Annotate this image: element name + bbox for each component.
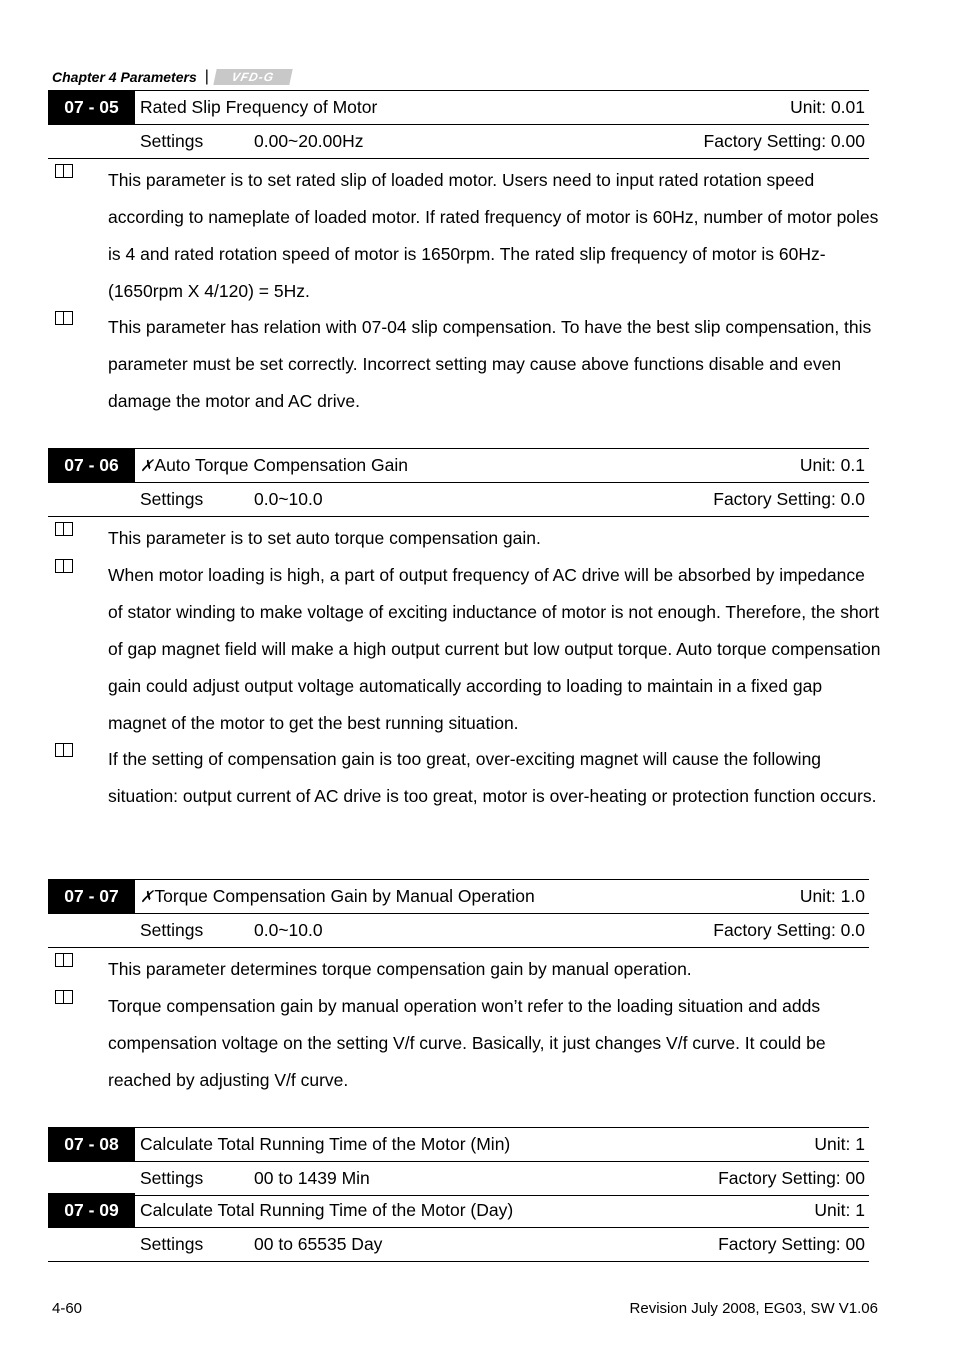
editable-mark-icon: ✗: [140, 457, 154, 475]
param-name: Auto Torque Compensation Gain: [154, 455, 408, 475]
param-name: Torque Compensation Gain by Manual Operation: [154, 886, 535, 906]
header-separator: |: [204, 68, 209, 85]
revision-info: Revision July 2008, EG03, SW V1.06: [629, 1300, 878, 1317]
param-unit: Unit: 1.0: [799, 886, 865, 906]
logo-text: VFD-G: [230, 70, 276, 84]
factory-setting: Factory Setting: 0.0: [713, 489, 865, 509]
note-text: This parameter is to set rated slip of loaded motor. Users need to input rated rotation speed according to nameplate of loaded motor. If rated frequency of motor is 60Hz, number of motor poles is 4 and rated rotation speed of motor is 1650rpm. The rated slip frequency of motor is 60Hz-(1650rpm X 4/120) = 5Hz.: [108, 170, 879, 301]
param-unit: Unit: 0.1: [799, 455, 865, 475]
param-header-row: [48, 1127, 869, 1162]
book-icon: [55, 743, 73, 757]
param-header-row: [48, 1194, 869, 1228]
note-text: If the setting of compensation gain is too great, over-exciting magnet will cause the following situation: output current of AC drive is too great, motor is over-heating or protection function occurs.: [108, 749, 877, 806]
param-07-05: [48, 90, 869, 159]
chapter-title: Chapter 4 Parameters: [52, 69, 197, 85]
param-unit: Unit: 1: [814, 1200, 865, 1220]
book-icon: [55, 311, 73, 325]
settings-label: Settings: [140, 489, 204, 509]
factory-setting: Factory Setting: 0.0: [713, 920, 865, 940]
note-text: Torque compensation gain by manual operation won’t refer to the loading situation and adds compensation voltage on the setting V/f curve. Basically, it just changes V/f curve. It could be reached by adjusting V/f curve.: [108, 996, 826, 1090]
param-07-07: [48, 879, 869, 948]
param-settings-row: [48, 1228, 869, 1262]
param-07-08: [48, 1127, 869, 1196]
param-07-06: [48, 448, 869, 517]
book-icon: [55, 559, 73, 573]
page-number: 4-60: [52, 1300, 83, 1317]
book-icon: [55, 164, 73, 178]
editable-mark-icon: ✗: [140, 888, 154, 906]
param-settings-row: [48, 483, 869, 517]
settings-label: Settings: [140, 1234, 204, 1254]
factory-setting: Factory Setting: 0.00: [703, 131, 865, 151]
settings-range: 0.00~20.00Hz: [254, 131, 364, 151]
factory-setting: Factory Setting: 00: [718, 1168, 865, 1188]
settings-label: Settings: [140, 131, 204, 151]
settings-range: 00 to 1439 Min: [254, 1168, 370, 1188]
param-unit: Unit: 0.01: [790, 97, 865, 117]
param-name-wrapper: [140, 886, 800, 907]
book-icon: [55, 953, 73, 967]
settings-label: Settings: [140, 920, 204, 940]
param-settings-row: [48, 125, 869, 159]
param-name: Rated Slip Frequency of Motor: [140, 97, 378, 117]
note-text: This parameter has relation with 07-04 slip compensation. To have the best slip compensation, this parameter must be set correctly. Incorrect setting may cause above functions disable and even damage the motor and AC drive.: [108, 317, 872, 411]
settings-range: 00 to 65535 Day: [254, 1234, 383, 1254]
settings-label: Settings: [140, 1168, 204, 1188]
param-id: 07 - 07: [48, 879, 135, 914]
param-id: 07 - 05: [48, 90, 135, 125]
param-07-09: [48, 1194, 869, 1262]
param-id: 07 - 08: [48, 1127, 135, 1162]
param-name: Calculate Total Running Time of the Motor (Min): [140, 1134, 511, 1154]
note-text: When motor loading is high, a part of output frequency of AC drive will be absorbed by impedance of stator winding to make voltage of exciting inductance of motor is not enough. Therefore, the short of gap magnet field will make a high output current but low output torque. Auto torque compensation gain could adjust output voltage automatically according to loading to maintain in a fixed gap magnet of the motor to get the best running situation.: [108, 565, 881, 733]
param-unit: Unit: 1: [814, 1134, 865, 1154]
param-name-wrapper: [140, 455, 800, 476]
param-header-row: [48, 879, 869, 914]
book-icon: [55, 990, 73, 1004]
page-header: [52, 68, 291, 86]
param-header-row: [48, 90, 869, 125]
note-text: This parameter determines torque compensation gain by manual operation.: [108, 959, 692, 979]
book-icon: [55, 522, 73, 536]
note-text: This parameter is to set auto torque compensation gain.: [108, 528, 541, 548]
param-id: 07 - 09: [48, 1193, 135, 1228]
factory-setting: Factory Setting: 00: [718, 1234, 865, 1254]
param-header-row: [48, 448, 869, 483]
param-settings-row: [48, 1162, 869, 1196]
settings-range: 0.0~10.0: [254, 489, 323, 509]
param-name: Calculate Total Running Time of the Motor (Day): [140, 1200, 514, 1220]
param-settings-row: [48, 914, 869, 948]
param-id: 07 - 06: [48, 448, 135, 483]
vfd-g-logo: [213, 69, 292, 85]
settings-range: 0.0~10.0: [254, 920, 323, 940]
